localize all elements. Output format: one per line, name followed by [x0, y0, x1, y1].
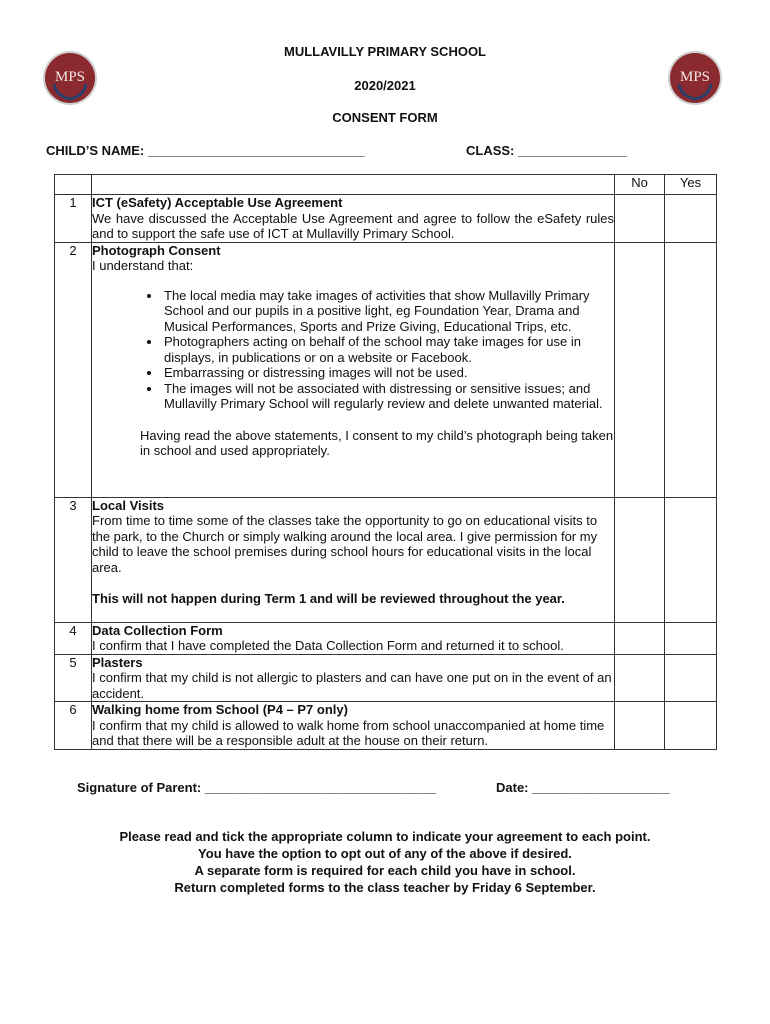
yes-checkbox-cell[interactable]	[665, 497, 717, 622]
yes-checkbox-cell[interactable]	[665, 654, 717, 702]
item-title: Local Visits	[92, 497, 165, 513]
item-title: Photograph Consent	[92, 242, 221, 258]
item-content	[92, 497, 615, 622]
no-checkbox-cell[interactable]	[615, 622, 665, 654]
item-title: Plasters	[92, 654, 143, 670]
item-content	[92, 242, 615, 497]
column-yes-header: Yes	[665, 175, 717, 195]
yes-checkbox-cell[interactable]	[665, 195, 717, 243]
item-closing: Having read the above statements, I consent to my child’s photograph being taken in school and used appropriately.	[140, 427, 614, 458]
item-content	[92, 195, 615, 243]
list-item: • The local media may take images of activities that show Mullavilly Primary School and our pupils in a positive light, eg Foundation Year, Drama and Musical Performances, Sports and Prize Giving, Educational Trips, etc.	[162, 288, 614, 335]
instruction-line: Please read and tick the appropriate column to indicate your agreement to each point.	[119, 829, 651, 844]
instruction-line: Return completed forms to the class teacher by Friday 6 September.	[174, 880, 596, 895]
consent-table	[54, 174, 717, 750]
item-title: ICT (eSafety) Acceptable Use Agreement	[92, 195, 343, 210]
logo-text: MPS	[54, 69, 86, 85]
item-body: We have discussed the Acceptable Use Agreement and agree to follow the eSafety rules and to support the safe use of ICT at Mullavilly Primary School.	[92, 210, 614, 241]
instruction-line: A separate form is required for each child you have in school.	[194, 863, 576, 878]
table-row	[55, 622, 717, 654]
item-content	[92, 622, 615, 654]
item-number: 5	[55, 654, 92, 702]
item-number: 4	[55, 622, 92, 654]
list-item: • The images will not be associated with distressing or sensitive issues; and Mullavilly Primary School will regularly review and delete unwanted material.	[162, 381, 614, 412]
table-row	[55, 195, 717, 243]
instructions	[0, 828, 770, 896]
table-row	[55, 702, 717, 750]
item-body: I confirm that my child is allowed to walk home from school unaccompanied at home time and that there will be a responsible adult at the house on their return.	[92, 717, 605, 748]
logo-text: MPS	[679, 69, 711, 85]
date-field[interactable]: Date: ___________________	[496, 780, 670, 795]
bullet-list	[92, 288, 614, 412]
no-checkbox-cell[interactable]	[615, 497, 665, 622]
table-row	[55, 242, 717, 497]
child-name-field[interactable]: CHILD’S NAME: ______________________________	[46, 143, 365, 158]
school-year: 2020/2021	[354, 78, 416, 93]
item-content	[92, 702, 615, 750]
instruction-line: You have the option to opt out of any of the above if desired.	[198, 846, 572, 861]
item-number: 3	[55, 497, 92, 622]
table-header-row	[55, 175, 717, 195]
no-checkbox-cell[interactable]	[615, 242, 665, 497]
header-empty-cell	[92, 175, 615, 195]
item-number: 1	[55, 195, 92, 243]
list-item: • Embarrassing or distressing images will not be used.	[162, 365, 614, 381]
item-title: Walking home from School (P4 – P7 only)	[92, 702, 348, 717]
list-item: • Photographers acting on behalf of the school may take images for use in displays, in publications or on a website or Facebook.	[162, 334, 614, 365]
table-row	[55, 654, 717, 702]
item-body: I understand that:	[92, 258, 194, 273]
school-name: MULLAVILLY PRIMARY SCHOOL	[284, 44, 486, 59]
column-no-header: No	[615, 175, 665, 195]
no-checkbox-cell[interactable]	[615, 654, 665, 702]
no-checkbox-cell[interactable]	[615, 702, 665, 750]
table-row	[55, 497, 717, 622]
no-checkbox-cell[interactable]	[615, 195, 665, 243]
yes-checkbox-cell[interactable]	[665, 702, 717, 750]
item-note: This will not happen during Term 1 and will be reviewed throughout the year.	[92, 591, 565, 606]
class-field[interactable]: CLASS: _______________	[466, 143, 627, 158]
item-body: I confirm that my child is not allergic to plasters and can have one put on in the event of an accident.	[92, 670, 612, 701]
header-empty-cell	[55, 175, 92, 195]
item-content	[92, 654, 615, 702]
form-title: CONSENT FORM	[332, 110, 438, 125]
item-body: I confirm that I have completed the Data Collection Form and returned it to school.	[92, 638, 564, 653]
yes-checkbox-cell[interactable]	[665, 242, 717, 497]
item-number: 6	[55, 702, 92, 750]
item-title: Data Collection Form	[92, 622, 223, 638]
item-body: From time to time some of the classes take the opportunity to go on educational visits to the park, to the Church or simply walking around the local area. I give permission for my child to leave the school premises during school hours for educational visits in the local area.	[92, 513, 598, 575]
parent-signature-field[interactable]: Signature of Parent: ________________________________	[77, 780, 437, 795]
item-number: 2	[55, 242, 92, 497]
yes-checkbox-cell[interactable]	[665, 622, 717, 654]
